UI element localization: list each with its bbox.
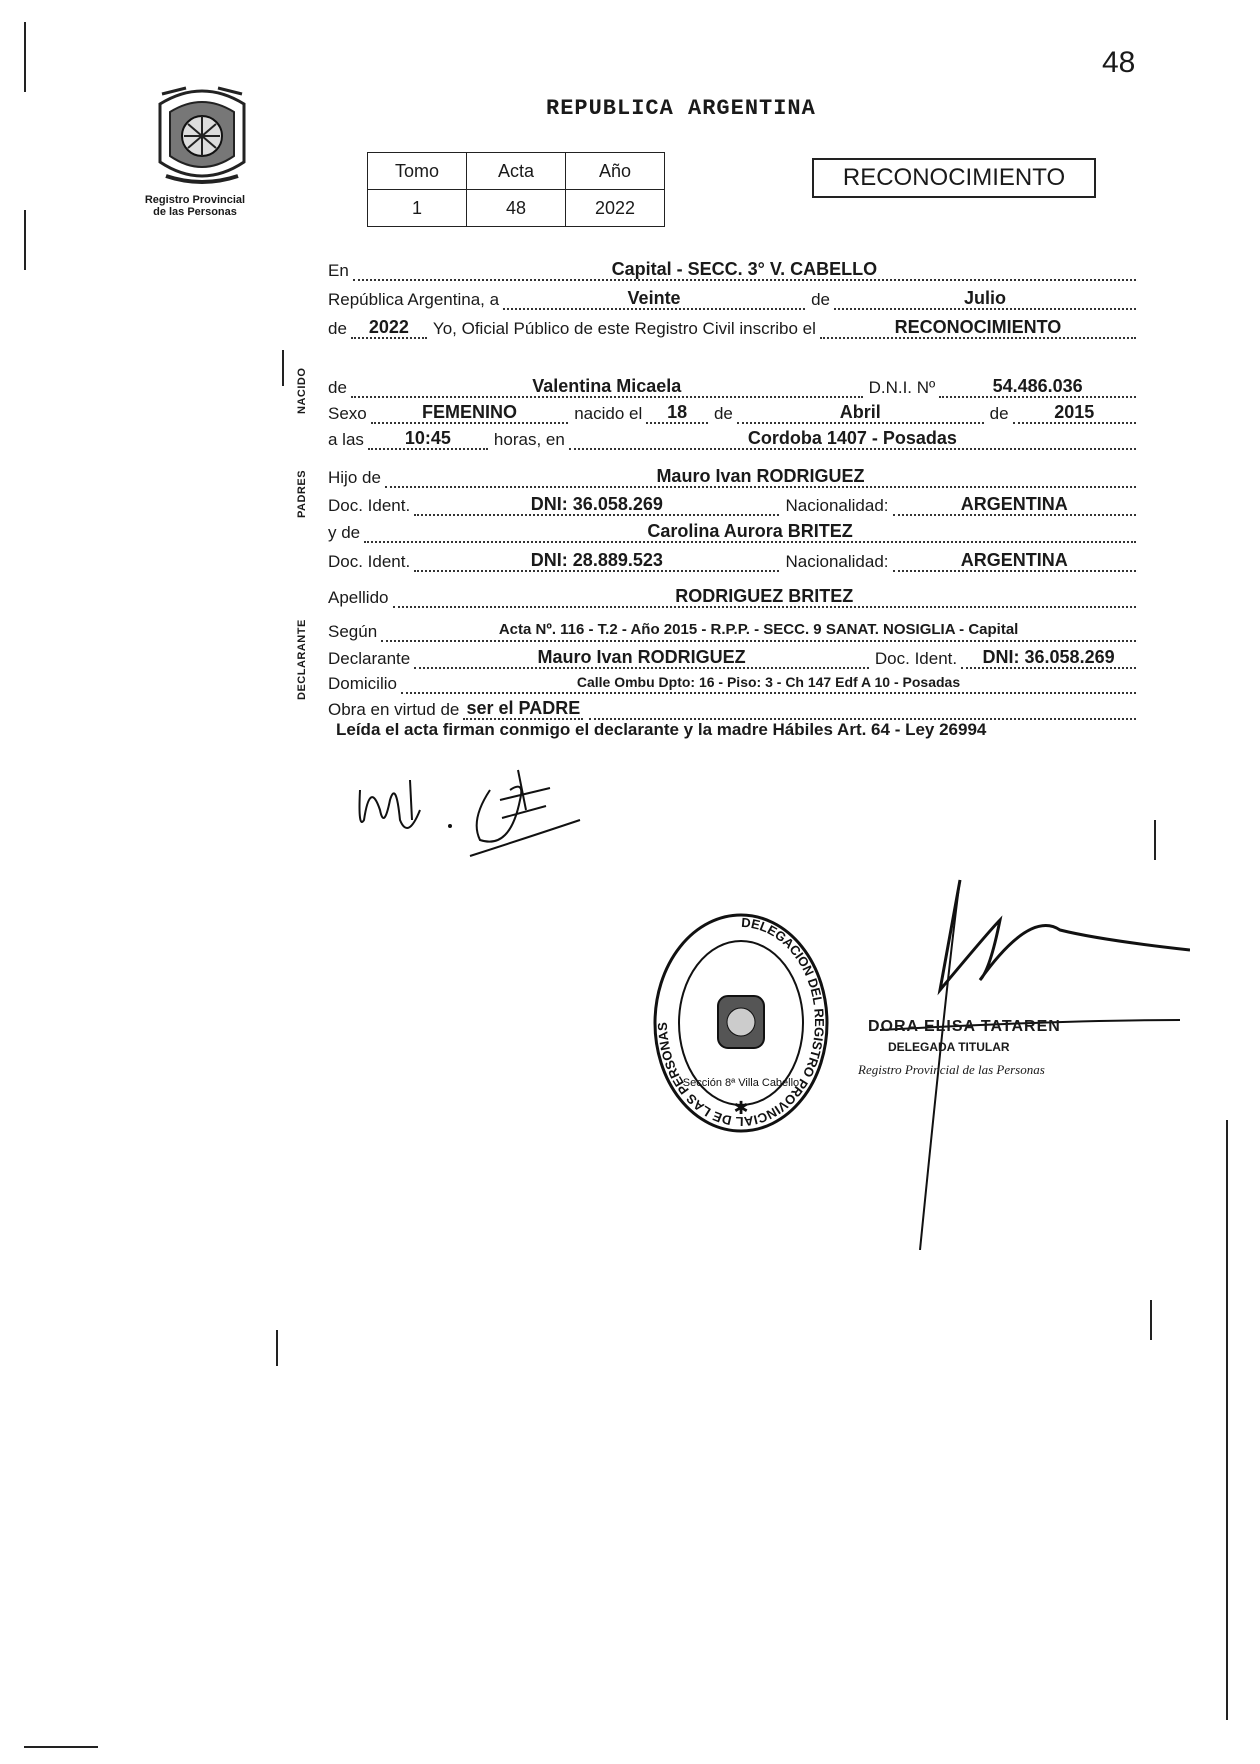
de-label: de bbox=[713, 404, 733, 423]
apellido-label: Apellido bbox=[328, 588, 389, 607]
official-text: Yo, Oficial Público de este Registro Civil inscribo el bbox=[432, 319, 816, 338]
officer-signature bbox=[860, 870, 1190, 1250]
province-emblem bbox=[146, 84, 258, 197]
margin-mark bbox=[24, 210, 26, 270]
domicilio-label: Domicilio bbox=[328, 674, 397, 693]
row-doc-mother bbox=[328, 546, 1142, 572]
row-en bbox=[328, 255, 1142, 281]
margin-mark bbox=[24, 22, 26, 92]
birth-day-value: 18 bbox=[667, 402, 688, 422]
svg-text:✱: ✱ bbox=[733, 1098, 749, 1118]
de-label: de bbox=[328, 378, 347, 397]
padres-side-label: PADRES bbox=[296, 469, 308, 518]
nacido-side-label: NACIDO bbox=[296, 367, 308, 414]
row-domicilio bbox=[328, 668, 1142, 694]
acta-value: 48 bbox=[467, 190, 566, 227]
act-kind-value: RECONOCIMIENTO bbox=[894, 317, 1062, 337]
margin-mark bbox=[1154, 820, 1156, 860]
mother-doc-value: DNI: 28.889.523 bbox=[530, 550, 663, 570]
sexo-value: FEMENINO bbox=[421, 402, 517, 422]
apellido-value: RODRIGUEZ BRITEZ bbox=[675, 586, 854, 606]
margin-mark bbox=[276, 1330, 278, 1366]
declarant-signature bbox=[350, 760, 590, 860]
place-value: Capital - SECC. 3° V. CABELLO bbox=[611, 259, 878, 279]
declarante-label: Declarante bbox=[328, 649, 411, 668]
en-label: En bbox=[328, 261, 349, 280]
tomo-header: Tomo bbox=[368, 153, 467, 190]
row-doc-father bbox=[328, 490, 1142, 516]
dni-label: D.N.I. Nº bbox=[868, 378, 936, 397]
de-label: de bbox=[811, 290, 830, 309]
seal-ring-text: DELEGACION DEL REGISTRO PROVINCIAL DE LAS PERSONAS bbox=[654, 914, 827, 1130]
father-doc-value: DNI: 36.058.269 bbox=[530, 494, 663, 514]
birth-year-value: 2015 bbox=[1054, 402, 1095, 422]
margin-mark bbox=[282, 350, 284, 386]
day-value: Veinte bbox=[627, 288, 681, 308]
anio-value: 2022 bbox=[566, 190, 665, 227]
officer-name: DORA ELISA TATAREN bbox=[868, 1018, 1061, 1035]
sexo-label: Sexo bbox=[328, 404, 367, 423]
doc-ident-label: Doc. Ident. bbox=[874, 649, 958, 668]
act-type-box: RECONOCIMIENTO bbox=[812, 158, 1096, 198]
row-name bbox=[328, 372, 1142, 398]
father-nat-value: ARGENTINA bbox=[960, 494, 1068, 514]
row-date bbox=[328, 284, 1142, 310]
closing-statement: Leída el acta firman conmigo el declarante y la madre Hábiles Art. 64 - Ley 26994 bbox=[336, 720, 987, 739]
declarante-side-label: DECLARANTE bbox=[296, 619, 308, 700]
hijo-label: Hijo de bbox=[328, 468, 381, 487]
row-mother bbox=[328, 517, 1142, 543]
nacionalidad-label: Nacionalidad: bbox=[785, 496, 889, 515]
child-name-value: Valentina Micaela bbox=[532, 376, 682, 396]
doc-ident-label: Doc. Ident. bbox=[328, 496, 411, 515]
yde-label: y de bbox=[328, 523, 361, 542]
margin-mark bbox=[1226, 1120, 1228, 1720]
alas-label: a las bbox=[328, 430, 364, 449]
obra-value: ser el PADRE bbox=[466, 698, 581, 718]
tomo-value: 1 bbox=[368, 190, 467, 227]
declarante-value: Mauro Ivan RODRIGUEZ bbox=[537, 647, 746, 667]
birth-time-value: 10:45 bbox=[404, 428, 451, 448]
segun-label: Según bbox=[328, 622, 378, 641]
officer-org: Registro Provincial de las Personas bbox=[858, 1062, 1045, 1077]
father-name-value: Mauro Ivan RODRIGUEZ bbox=[656, 466, 865, 486]
year-value: 2022 bbox=[368, 317, 409, 337]
birth-place-value: Cordoba 1407 - Posadas bbox=[747, 428, 957, 448]
republica-label: República Argentina, a bbox=[328, 290, 500, 309]
anio-header: Año bbox=[566, 153, 665, 190]
row-segun bbox=[328, 616, 1142, 642]
segun-value: Acta Nº. 116 - T.2 - Año 2015 - R.P.P. - SECC. 9 SANAT. NOSIGLIA - Capital bbox=[498, 621, 1019, 638]
document-title: REPUBLICA ARGENTINA bbox=[546, 96, 816, 121]
dni-value: 54.486.036 bbox=[992, 376, 1083, 396]
mother-nat-value: ARGENTINA bbox=[960, 550, 1068, 570]
registry-table bbox=[367, 152, 665, 227]
mother-name-value: Carolina Aurora BRITEZ bbox=[647, 521, 853, 541]
row-sexo bbox=[328, 398, 1142, 424]
logo-caption: Registro Provincial de las Personas bbox=[144, 194, 246, 218]
row-declarante bbox=[328, 643, 1142, 669]
birth-month-value: Abril bbox=[839, 402, 881, 422]
officer-role: DELEGADA TITULAR bbox=[888, 1040, 1010, 1054]
margin-mark bbox=[1150, 1300, 1152, 1340]
month-value: Julio bbox=[964, 288, 1007, 308]
declarante-doc-value: DNI: 36.058.269 bbox=[982, 647, 1115, 667]
bottom-rule bbox=[24, 1746, 98, 1748]
row-year bbox=[328, 313, 1142, 339]
page-number: 48 bbox=[1102, 46, 1136, 79]
de-label: de bbox=[328, 319, 347, 338]
acta-header: Acta bbox=[467, 153, 566, 190]
row-hora bbox=[328, 424, 1142, 450]
row-hijo bbox=[328, 462, 1142, 488]
obra-label: Obra en virtud de bbox=[328, 700, 460, 719]
horas-label: horas, en bbox=[493, 430, 565, 449]
row-apellido bbox=[328, 582, 1142, 608]
registry-value-row bbox=[368, 190, 665, 227]
seal-inner-text: Sección 8ª Villa Cabello bbox=[682, 1077, 800, 1089]
official-seal bbox=[648, 908, 834, 1138]
nacionalidad-label: Nacionalidad: bbox=[785, 552, 889, 571]
nacido-label: nacido el bbox=[574, 404, 643, 423]
domicilio-value: Calle Ombu Dpto: 16 - Piso: 3 - Ch 147 Edf A 10 - Posadas bbox=[576, 674, 961, 690]
de-label: de bbox=[989, 404, 1009, 423]
doc-ident-label: Doc. Ident. bbox=[328, 552, 411, 571]
row-obra bbox=[328, 694, 1142, 720]
registry-header-row bbox=[368, 153, 665, 190]
